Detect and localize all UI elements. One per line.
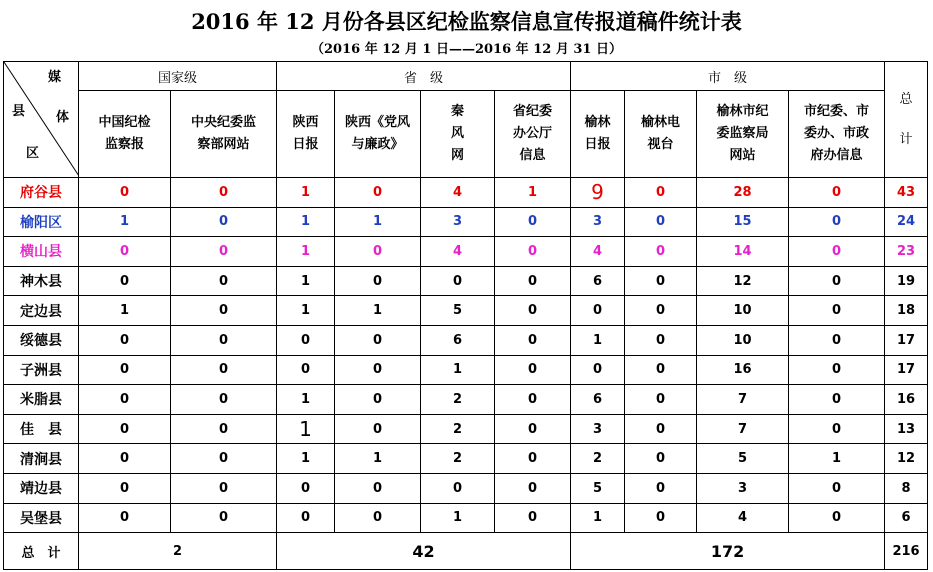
row-total-cell: 24 bbox=[885, 207, 928, 237]
table-title: 2016 年 12 月份各县区纪检监察信息宣传报道稿件统计表 bbox=[191, 9, 742, 34]
count-cell: 0 bbox=[625, 237, 697, 267]
count-cell: 0 bbox=[789, 178, 885, 208]
row-total-cell: 43 bbox=[885, 178, 928, 208]
count-cell: 0 bbox=[789, 325, 885, 355]
total-column-header: 总 计 bbox=[885, 62, 928, 178]
count-cell: 14 bbox=[697, 237, 789, 267]
county-name-cell: 横山县 bbox=[4, 237, 79, 267]
count-cell: 0 bbox=[495, 385, 571, 415]
county-name-cell: 清涧县 bbox=[4, 444, 79, 474]
county-name-cell: 靖边县 bbox=[4, 473, 79, 503]
count-cell: 0 bbox=[335, 355, 421, 385]
count-cell: 0 bbox=[789, 385, 885, 415]
count-cell: 0 bbox=[79, 503, 171, 533]
total-city-cell: 172 bbox=[571, 533, 885, 570]
table-row bbox=[4, 503, 928, 533]
row-total-cell: 8 bbox=[885, 473, 928, 503]
count-cell: 0 bbox=[277, 325, 335, 355]
table-row bbox=[4, 266, 928, 296]
count-cell: 0 bbox=[789, 266, 885, 296]
count-cell: 0 bbox=[171, 266, 277, 296]
count-cell: 1 bbox=[277, 414, 335, 444]
count-cell: 5 bbox=[421, 296, 495, 326]
total-national-cell: 2 bbox=[79, 533, 277, 570]
count-cell: 0 bbox=[495, 444, 571, 474]
count-cell: 5 bbox=[571, 473, 625, 503]
count-cell: 0 bbox=[625, 207, 697, 237]
count-cell: 0 bbox=[277, 355, 335, 385]
count-cell: 1 bbox=[571, 325, 625, 355]
count-cell: 0 bbox=[335, 414, 421, 444]
count-cell: 5 bbox=[697, 444, 789, 474]
group-national: 国家级 bbox=[79, 62, 277, 91]
table-row bbox=[4, 385, 928, 415]
total-label-cell: 总 计 bbox=[4, 533, 79, 570]
count-cell: 0 bbox=[421, 266, 495, 296]
total-provincial-cell: 42 bbox=[277, 533, 571, 570]
count-cell: 1 bbox=[277, 266, 335, 296]
count-cell: 3 bbox=[697, 473, 789, 503]
count-cell: 1 bbox=[421, 355, 495, 385]
count-cell: 0 bbox=[171, 178, 277, 208]
county-name-cell: 米脂县 bbox=[4, 385, 79, 415]
count-cell: 16 bbox=[697, 355, 789, 385]
count-cell: 2 bbox=[421, 385, 495, 415]
media-column-header: 榆林电 视台 bbox=[625, 91, 697, 178]
statistics-table bbox=[3, 61, 928, 570]
count-cell: 0 bbox=[171, 355, 277, 385]
media-column-header: 榆林市纪 委监察局 网站 bbox=[697, 91, 789, 178]
count-cell: 0 bbox=[79, 325, 171, 355]
count-cell: 0 bbox=[171, 296, 277, 326]
county-name-cell: 吴堡县 bbox=[4, 503, 79, 533]
count-cell: 2 bbox=[421, 414, 495, 444]
count-cell: 0 bbox=[171, 207, 277, 237]
corner-label-county-2: 区 bbox=[26, 146, 40, 161]
count-cell: 0 bbox=[789, 207, 885, 237]
count-cell: 0 bbox=[625, 325, 697, 355]
table-row bbox=[4, 178, 928, 208]
count-cell: 1 bbox=[495, 178, 571, 208]
count-cell: 1 bbox=[421, 503, 495, 533]
count-cell: 0 bbox=[335, 237, 421, 267]
count-cell: 0 bbox=[625, 266, 697, 296]
count-cell: 0 bbox=[495, 207, 571, 237]
count-cell: 1 bbox=[277, 237, 335, 267]
count-cell: 0 bbox=[495, 473, 571, 503]
row-total-cell: 16 bbox=[885, 385, 928, 415]
count-cell: 3 bbox=[421, 207, 495, 237]
media-column-header: 秦 风 网 bbox=[421, 91, 495, 178]
count-cell: 0 bbox=[625, 296, 697, 326]
count-cell: 9 bbox=[571, 178, 625, 208]
count-cell: 0 bbox=[277, 473, 335, 503]
count-cell: 0 bbox=[625, 355, 697, 385]
count-cell: 0 bbox=[625, 178, 697, 208]
media-column-header: 省纪委 办公厅 信息 bbox=[495, 91, 571, 178]
count-cell: 1 bbox=[789, 444, 885, 474]
count-cell: 0 bbox=[79, 178, 171, 208]
count-cell: 7 bbox=[697, 385, 789, 415]
count-cell: 0 bbox=[335, 325, 421, 355]
count-cell: 1 bbox=[335, 444, 421, 474]
count-cell: 0 bbox=[571, 355, 625, 385]
count-cell: 10 bbox=[697, 325, 789, 355]
count-cell: 0 bbox=[171, 503, 277, 533]
count-cell: 0 bbox=[79, 355, 171, 385]
row-total-cell: 17 bbox=[885, 355, 928, 385]
count-cell: 1 bbox=[335, 207, 421, 237]
count-cell: 12 bbox=[697, 266, 789, 296]
county-name-cell: 佳 县 bbox=[4, 414, 79, 444]
table-row bbox=[4, 355, 928, 385]
count-cell: 0 bbox=[789, 296, 885, 326]
corner-label-media-1: 媒 bbox=[48, 70, 62, 85]
count-cell: 2 bbox=[421, 444, 495, 474]
count-cell: 1 bbox=[277, 178, 335, 208]
count-cell: 0 bbox=[335, 266, 421, 296]
corner-label-county-1: 县 bbox=[12, 104, 26, 119]
media-column-header: 市纪委、市 委办、市政 府办信息 bbox=[789, 91, 885, 178]
date-range-subtitle: （2016 年 12 月 1 日——2016 年 12 月 31 日） bbox=[311, 42, 622, 57]
count-cell: 4 bbox=[571, 237, 625, 267]
count-cell: 0 bbox=[79, 473, 171, 503]
count-cell: 0 bbox=[171, 385, 277, 415]
count-cell: 0 bbox=[789, 237, 885, 267]
row-total-cell: 6 bbox=[885, 503, 928, 533]
count-cell: 1 bbox=[571, 503, 625, 533]
grand-total-row bbox=[4, 533, 928, 570]
count-cell: 6 bbox=[421, 325, 495, 355]
count-cell: 0 bbox=[625, 503, 697, 533]
county-name-cell: 绥德县 bbox=[4, 325, 79, 355]
table-row bbox=[4, 414, 928, 444]
table-row bbox=[4, 296, 928, 326]
media-column-header: 陕西《党风 与廉政》 bbox=[335, 91, 421, 178]
row-total-cell: 18 bbox=[885, 296, 928, 326]
corner-label-media-2: 体 bbox=[56, 110, 70, 125]
count-cell: 7 bbox=[697, 414, 789, 444]
table-row bbox=[4, 444, 928, 474]
count-cell: 0 bbox=[571, 296, 625, 326]
count-cell: 0 bbox=[335, 385, 421, 415]
count-cell: 0 bbox=[171, 414, 277, 444]
count-cell: 0 bbox=[625, 385, 697, 415]
count-cell: 6 bbox=[571, 385, 625, 415]
count-cell: 0 bbox=[171, 325, 277, 355]
count-cell: 0 bbox=[495, 296, 571, 326]
row-total-cell: 17 bbox=[885, 325, 928, 355]
count-cell: 1 bbox=[277, 207, 335, 237]
count-cell: 1 bbox=[335, 296, 421, 326]
count-cell: 0 bbox=[171, 473, 277, 503]
count-cell: 4 bbox=[421, 178, 495, 208]
count-cell: 0 bbox=[335, 503, 421, 533]
count-cell: 4 bbox=[421, 237, 495, 267]
count-cell: 0 bbox=[625, 473, 697, 503]
total-grand-cell: 216 bbox=[885, 533, 928, 570]
count-cell: 0 bbox=[625, 414, 697, 444]
count-cell: 28 bbox=[697, 178, 789, 208]
count-cell: 0 bbox=[495, 266, 571, 296]
count-cell: 0 bbox=[79, 444, 171, 474]
county-name-cell: 子洲县 bbox=[4, 355, 79, 385]
count-cell: 0 bbox=[335, 178, 421, 208]
count-cell: 1 bbox=[277, 444, 335, 474]
count-cell: 1 bbox=[277, 296, 335, 326]
count-cell: 0 bbox=[789, 503, 885, 533]
count-cell: 0 bbox=[495, 237, 571, 267]
count-cell: 10 bbox=[697, 296, 789, 326]
count-cell: 0 bbox=[79, 414, 171, 444]
county-name-cell: 府谷县 bbox=[4, 178, 79, 208]
count-cell: 1 bbox=[79, 207, 171, 237]
media-column-header: 中国纪检 监察报 bbox=[79, 91, 171, 178]
row-total-cell: 13 bbox=[885, 414, 928, 444]
row-total-cell: 12 bbox=[885, 444, 928, 474]
row-total-cell: 23 bbox=[885, 237, 928, 267]
table-row bbox=[4, 207, 928, 237]
row-total-cell: 19 bbox=[885, 266, 928, 296]
table-row bbox=[4, 237, 928, 267]
media-column-header: 榆林 日报 bbox=[571, 91, 625, 178]
county-name-cell: 榆阳区 bbox=[4, 207, 79, 237]
group-provincial: 省 级 bbox=[277, 62, 571, 91]
count-cell: 0 bbox=[625, 444, 697, 474]
corner-diagonal-cell bbox=[4, 62, 79, 178]
table-row bbox=[4, 325, 928, 355]
count-cell: 0 bbox=[171, 444, 277, 474]
count-cell: 1 bbox=[79, 296, 171, 326]
count-cell: 0 bbox=[79, 237, 171, 267]
table-row bbox=[4, 473, 928, 503]
count-cell: 0 bbox=[789, 414, 885, 444]
count-cell: 3 bbox=[571, 414, 625, 444]
count-cell: 15 bbox=[697, 207, 789, 237]
count-cell: 0 bbox=[789, 355, 885, 385]
count-cell: 1 bbox=[277, 385, 335, 415]
count-cell: 4 bbox=[697, 503, 789, 533]
count-cell: 3 bbox=[571, 207, 625, 237]
count-cell: 0 bbox=[171, 237, 277, 267]
count-cell: 0 bbox=[495, 503, 571, 533]
media-column-header: 陕西 日报 bbox=[277, 91, 335, 178]
media-header-row bbox=[4, 91, 928, 178]
group-city: 市 级 bbox=[571, 62, 885, 91]
count-cell: 6 bbox=[571, 266, 625, 296]
count-cell: 0 bbox=[495, 325, 571, 355]
count-cell: 0 bbox=[789, 473, 885, 503]
count-cell: 0 bbox=[79, 385, 171, 415]
count-cell: 0 bbox=[421, 473, 495, 503]
county-name-cell: 定边县 bbox=[4, 296, 79, 326]
count-cell: 0 bbox=[495, 414, 571, 444]
count-cell: 2 bbox=[571, 444, 625, 474]
count-cell: 0 bbox=[335, 473, 421, 503]
media-column-header: 中央纪委监 察部网站 bbox=[171, 91, 277, 178]
count-cell: 0 bbox=[79, 266, 171, 296]
count-cell: 0 bbox=[277, 503, 335, 533]
group-header-row bbox=[4, 62, 928, 91]
county-name-cell: 神木县 bbox=[4, 266, 79, 296]
count-cell: 0 bbox=[495, 355, 571, 385]
